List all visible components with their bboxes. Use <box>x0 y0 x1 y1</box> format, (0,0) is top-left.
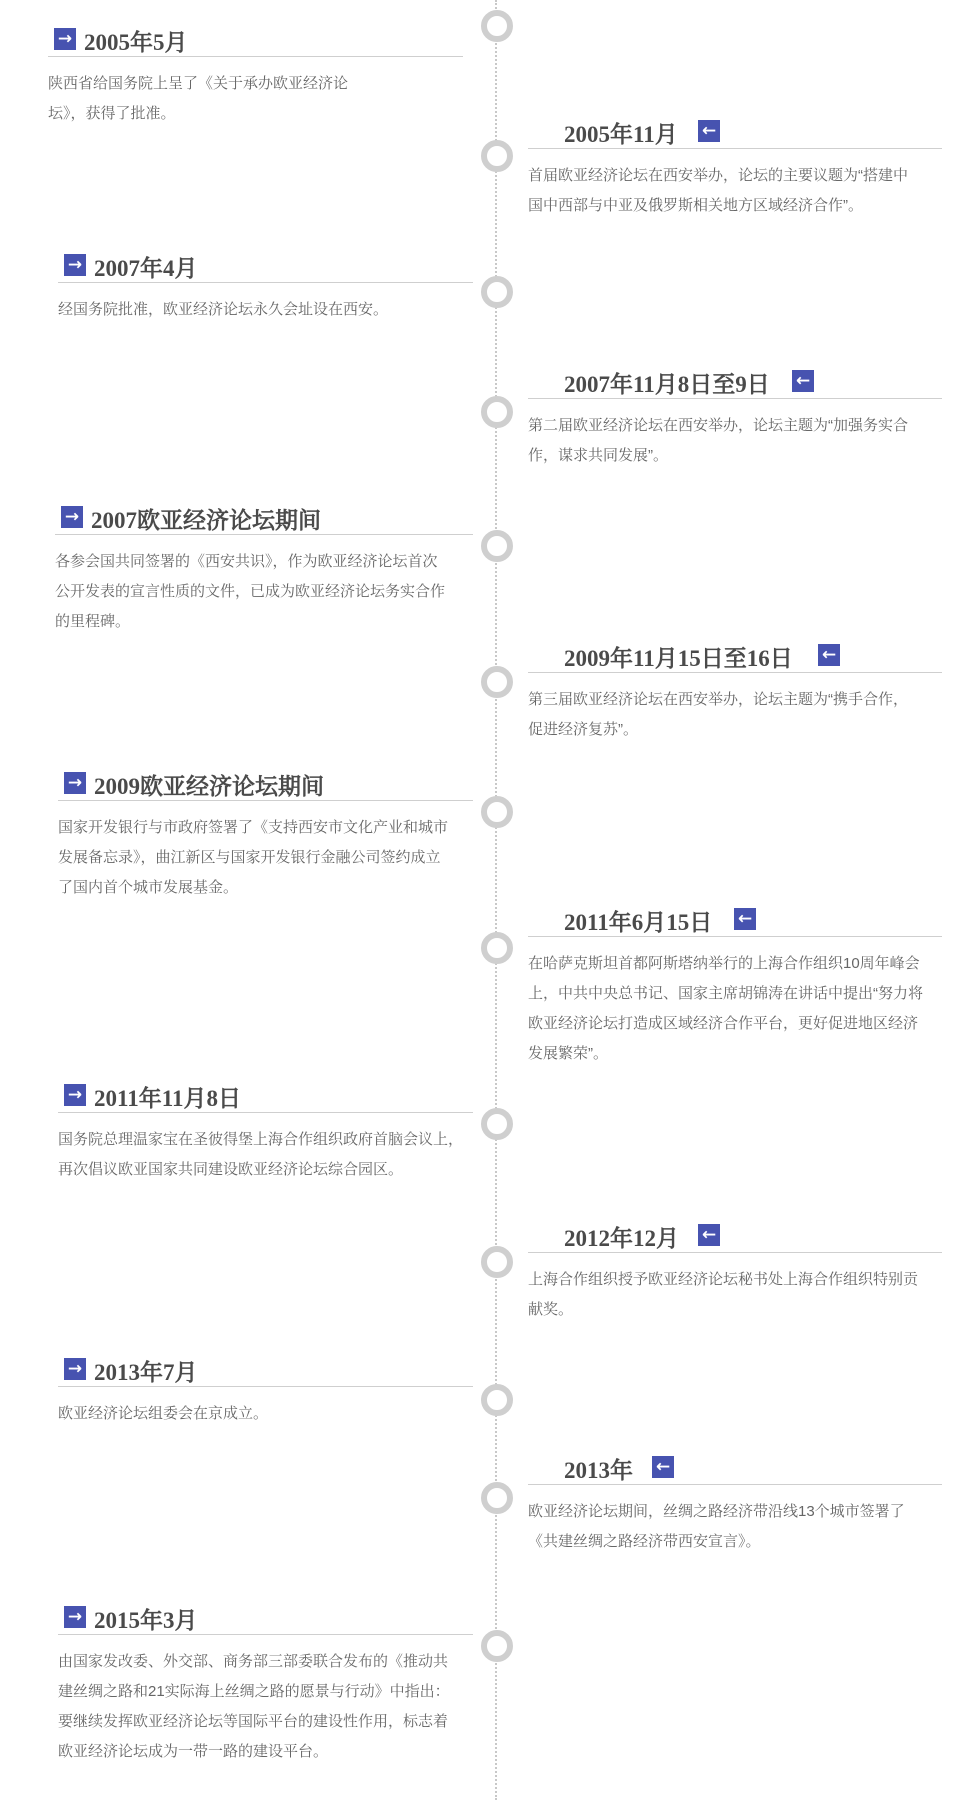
timeline-node <box>481 10 513 42</box>
timeline-entry <box>58 1352 473 1429</box>
timeline-node <box>481 1108 513 1140</box>
arrow-left-icon: ← <box>652 1456 674 1478</box>
arrow-right-icon: → <box>54 28 76 50</box>
timeline-entry <box>58 766 473 903</box>
timeline-node <box>481 530 513 562</box>
timeline-entry <box>48 22 463 129</box>
entry-header <box>55 500 473 535</box>
entry-header <box>528 1450 942 1485</box>
arrow-left-icon: ← <box>792 370 814 392</box>
entry-text: 陕西省给国务院上呈了《关于承办欧亚经济论坛》，获得了批准。 <box>48 75 349 122</box>
arrow-left-icon: ← <box>734 908 756 930</box>
entry-header <box>58 1352 473 1387</box>
entry-text: 各参会国共同签署的《西安共识》，作为欧亚经济论坛首次公开发表的宣言性质的文件，已成为欧亚经济论坛务实合作的里程碑。 <box>55 553 446 630</box>
entry-text: 由国家发改委、外交部、商务部三部委联合发布的《推动共建丝绸之路和21实际海上丝绸之路的愿景与行动》中指出：要继续发挥欧亚经济论坛等国际平台的建设性作用，标志着欧亚经济论坛成为一带一路的建设平台。 <box>58 1653 450 1760</box>
timeline-entry <box>58 1600 473 1767</box>
timeline-entry <box>528 364 942 471</box>
timeline-entry <box>528 638 942 745</box>
entry-header <box>528 638 942 673</box>
entry-header <box>528 1218 942 1253</box>
entry-text: 在哈萨克斯坦首都阿斯塔纳举行的上海合作组织10周年峰会上，中共中央总书记、国家主席胡锦涛在讲话中提出“努力将欧亚经济论坛打造成区域经济合作平台，更好促进地区经济发展繁荣”。 <box>528 955 923 1062</box>
timeline-entry <box>528 1450 942 1557</box>
entry-header <box>58 248 473 283</box>
timeline-node <box>481 796 513 828</box>
timeline-entry <box>528 114 942 221</box>
entry-header <box>528 114 942 149</box>
arrow-right-icon: → <box>64 254 86 276</box>
entry-date: 2011年6月15日 <box>564 910 713 935</box>
entry-header <box>48 22 463 57</box>
entry-header <box>58 766 473 801</box>
timeline-node <box>481 140 513 172</box>
timeline-entry <box>55 500 473 637</box>
entry-text: 国家开发银行与市政府签署了《支持西安市文化产业和城市发展备忘录》，曲江新区与国家开发银行金融公司签约成立了国内首个城市发展基金。 <box>58 819 449 896</box>
entry-date: 2007欧亚经济论坛期间 <box>91 508 321 533</box>
entry-text: 国务院总理温家宝在圣彼得堡上海合作组织政府首脑会议上，再次倡议欧亚国家共同建设欧亚经济论坛综合园区。 <box>58 1131 464 1178</box>
entry-date: 2015年3月 <box>94 1608 198 1633</box>
arrow-right-icon: → <box>61 506 83 528</box>
entry-date: 2013年 <box>564 1458 633 1483</box>
entry-date: 2007年11月8日至9日 <box>564 372 770 397</box>
entry-date: 2005年5月 <box>84 30 188 55</box>
arrow-right-icon: → <box>64 1358 86 1380</box>
entry-text: 上海合作组织授予欧亚经济论坛秘书处上海合作组织特别贡献奖。 <box>528 1271 919 1318</box>
entry-text: 第三届欧亚经济论坛在西安举办，论坛主题为“携手合作，促进经济复苏”。 <box>528 691 908 738</box>
entry-date: 2005年11月 <box>564 122 678 147</box>
entry-date: 2012年12月 <box>564 1226 679 1251</box>
timeline-node <box>481 1630 513 1662</box>
timeline-entry <box>58 1078 473 1185</box>
timeline-node <box>481 1482 513 1514</box>
entry-text: 欧亚经济论坛组委会在京成立。 <box>58 1405 269 1422</box>
timeline-entry <box>528 1218 942 1325</box>
entry-header <box>58 1078 473 1113</box>
entry-text: 经国务院批准，欧亚经济论坛永久会址设在西安。 <box>58 301 389 318</box>
entry-date: 2009欧亚经济论坛期间 <box>94 774 324 799</box>
entry-text: 欧亚经济论坛期间，丝绸之路经济带沿线13个城市签署了《共建丝绸之路经济带西安宣言》。 <box>528 1503 905 1550</box>
arrow-left-icon: ← <box>698 1224 720 1246</box>
entry-date: 2009年11月15日至16日 <box>564 646 793 671</box>
timeline-node <box>481 666 513 698</box>
entry-date: 2011年11月8日 <box>94 1086 241 1111</box>
entry-date: 2007年4月 <box>94 256 198 281</box>
arrow-right-icon: → <box>64 772 86 794</box>
timeline-node <box>481 932 513 964</box>
entry-text: 第二届欧亚经济论坛在西安举办，论坛主题为“加强务实合作，谋求共同发展”。 <box>528 417 908 464</box>
timeline-entry <box>58 248 473 325</box>
arrow-left-icon: ← <box>698 120 720 142</box>
timeline-node <box>481 1384 513 1416</box>
entry-header <box>58 1600 473 1635</box>
timeline-node <box>481 396 513 428</box>
arrow-right-icon: → <box>64 1606 86 1628</box>
entry-text: 首届欧亚经济论坛在西安举办，论坛的主要议题为“搭建中国中西部与中亚及俄罗斯相关地方区域经济合作”。 <box>528 167 908 214</box>
timeline-node <box>481 1246 513 1278</box>
entry-header <box>528 364 942 399</box>
timeline-entry <box>528 902 942 1069</box>
arrow-right-icon: → <box>64 1084 86 1106</box>
arrow-left-icon: ← <box>818 644 840 666</box>
entry-date: 2013年7月 <box>94 1360 198 1385</box>
timeline-node <box>481 276 513 308</box>
entry-header <box>528 902 942 937</box>
timeline-axis <box>495 0 497 1800</box>
